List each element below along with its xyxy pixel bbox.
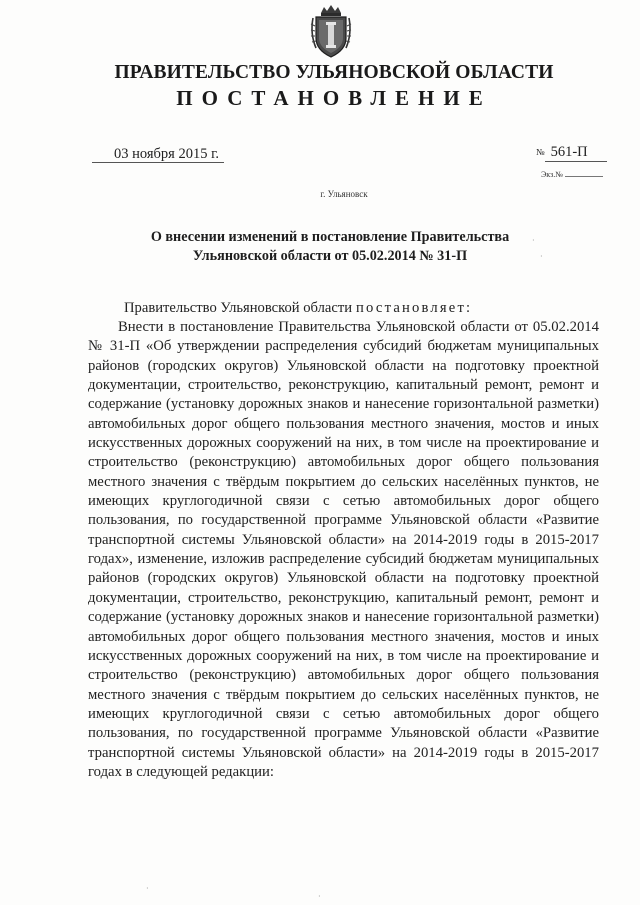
document-type: ПОСТАНОВЛЕНИЕ xyxy=(176,86,492,110)
subject-line-1: О внесении изменений в постановление Правительства xyxy=(150,229,510,245)
scan-speck: · xyxy=(540,252,543,261)
date-text: 03 ноября 2015 г. xyxy=(114,146,220,162)
number-value: 561-П xyxy=(545,144,607,162)
number-prefix: № xyxy=(536,147,545,157)
document-subject xyxy=(120,228,540,266)
coat-of-arms-icon xyxy=(309,4,353,60)
city-name: г. Ульяновск xyxy=(320,189,368,199)
preamble xyxy=(124,300,472,317)
subject-line-2: Ульяновской области от 05.02.2014 № 31-П xyxy=(192,248,468,264)
scan-speck: · xyxy=(532,236,535,245)
preamble-verb: постановляет: xyxy=(356,300,473,316)
body-paragraph: Внести в постановление Правительства Ульяновской области от 05.02.2014 № 31-П «Об утверждении распределения субсидий бюджетам муниципальных районов (городских округов) Ульяновской области на подготовку проектной документации, строительство, реконструкцию, капитальный ремонт, ремонт и содержание (установку дорожных знаков и нанесение горизонтальной разметки) автомобильных дорог общего пользования местного значения, мостов и иных искусственных дорожных сооружений на них, в том числе на проектирование и строительство (реконструкцию) автомобильных дорог общего пользования местного значения с твёрдым покрытием до сельских населённых пунктов, не имеющих круглогодичной связи с сетью автомобильных дорог общего пользования, по государственной программе Ульяновской области «Развитие транспортной системы Ульяновской области» на 2014-2019 годы в 2015-2017 годах», изменение, изложив распределение субсидий бюджетам муниципальных районов (городских округов) Ульяновской области на подготовку проектной документации, строительство, реконструкцию, капитальный ремонт, ремонт и содержание (установку дорожных знаков и нанесение горизонтальной разметки) автомобильных дорог общего пользования местного значения, мостов и иных искусственных дорожных сооружений на них, в том числе на проектирование и строительство (реконструкцию) автомобильных дорог общего пользования местного значения с твёрдым покрытием до сельских населённых пунктов, не имеющих круглогодичной связи с сетью автомобильных дорог общего пользования, по государственной программе Ульяновской области «Развитие транспортной системы Ульяновской области» на 2014-2019 годы в 2015-2017 годах в следующей редакции: xyxy=(88,319,599,780)
document-number xyxy=(536,144,616,162)
copy-number xyxy=(541,170,603,179)
copy-label: Экз.№ xyxy=(541,170,563,179)
government-title: ПРАВИТЕЛЬСТВО УЛЬЯНОВСКОЙ ОБЛАСТИ xyxy=(114,62,554,83)
document-date xyxy=(92,146,224,163)
scan-speck: · xyxy=(146,884,149,893)
preamble-lead: Правительство Ульяновской области xyxy=(124,300,353,316)
scan-speck: · xyxy=(318,892,321,901)
copy-underline xyxy=(565,176,603,177)
